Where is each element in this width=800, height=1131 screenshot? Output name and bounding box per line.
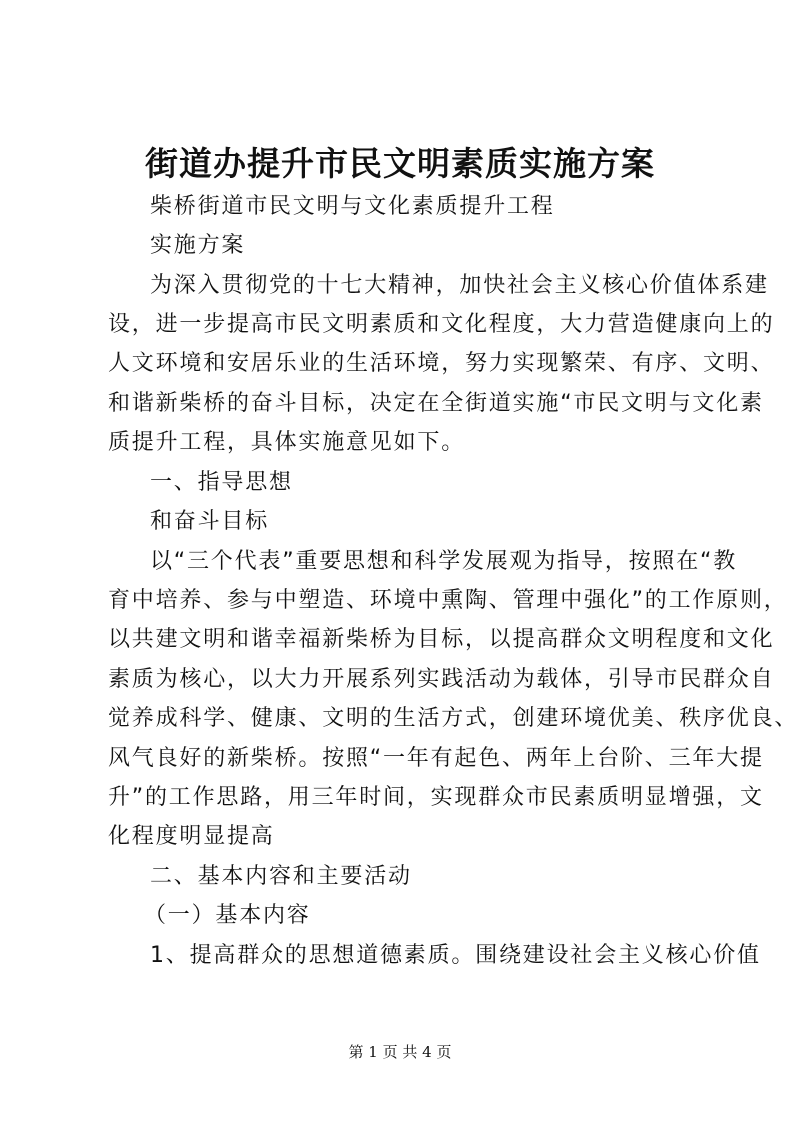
paragraph-line: 风气良好的新柴桥。按照“一年有起色、两年上台阶、三年大提 (108, 746, 764, 771)
document-title: 街道办提升市民文明素质实施方案 (145, 144, 655, 183)
paragraph-line: 人文环境和安居乐业的生活环境，努力实现繁荣、有序、文明、 (108, 351, 775, 376)
section-heading: 一、指导思想 (150, 470, 293, 495)
subsection-heading: （一）基本内容 (144, 903, 311, 928)
section-heading: 二、基本内容和主要活动 (150, 864, 412, 889)
paragraph-line-plan-label: 实施方案 (150, 233, 246, 258)
paragraph-line: 素质为核心，以大力开展系列实践活动为载体，引导市民群众自 (108, 667, 775, 692)
paragraph-line: 升”的工作思路，用三年时间，实现群众市民素质明显增强，文 (108, 785, 764, 810)
paragraph-line: 为深入贯彻党的十七大精神，加快社会主义核心价值体系建 (150, 273, 769, 298)
paragraph-line: 设，进一步提高市民文明素质和文化程度，大力营造健康向上的 (108, 312, 775, 337)
paragraph-line: 以共建文明和谐幸福新柴桥为目标，以提高群众文明程度和文化 (108, 627, 775, 652)
paragraph-line: 质提升工程，具体实施意见如下。 (108, 430, 466, 455)
paragraph-line: 育中培养、参与中塑造、环境中熏陶、管理中强化”的工作原则， (108, 588, 788, 613)
paragraph-line: 和谐新柴桥的奋斗目标，决定在全街道实施“市民文明与文化素 (108, 391, 764, 416)
paragraph-line: 化程度明显提高 (108, 824, 275, 849)
paragraph-line: 1、提高群众的思想道德素质。围绕建设社会主义核心价值 (150, 943, 761, 968)
page-footer: 第 1 页 共 4 页 (348, 1043, 452, 1061)
paragraph-line-project-name: 柴桥街道市民文明与文化素质提升工程 (150, 194, 555, 219)
paragraph-line: 以“三个代表”重要思想和科学发展观为指导，按照在“教 (150, 549, 737, 574)
section-heading-continuation: 和奋斗目标 (150, 509, 270, 534)
paragraph-line: 觉养成科学、健康、文明的生活方式，创建环境优美、秩序优良、 (108, 706, 799, 731)
